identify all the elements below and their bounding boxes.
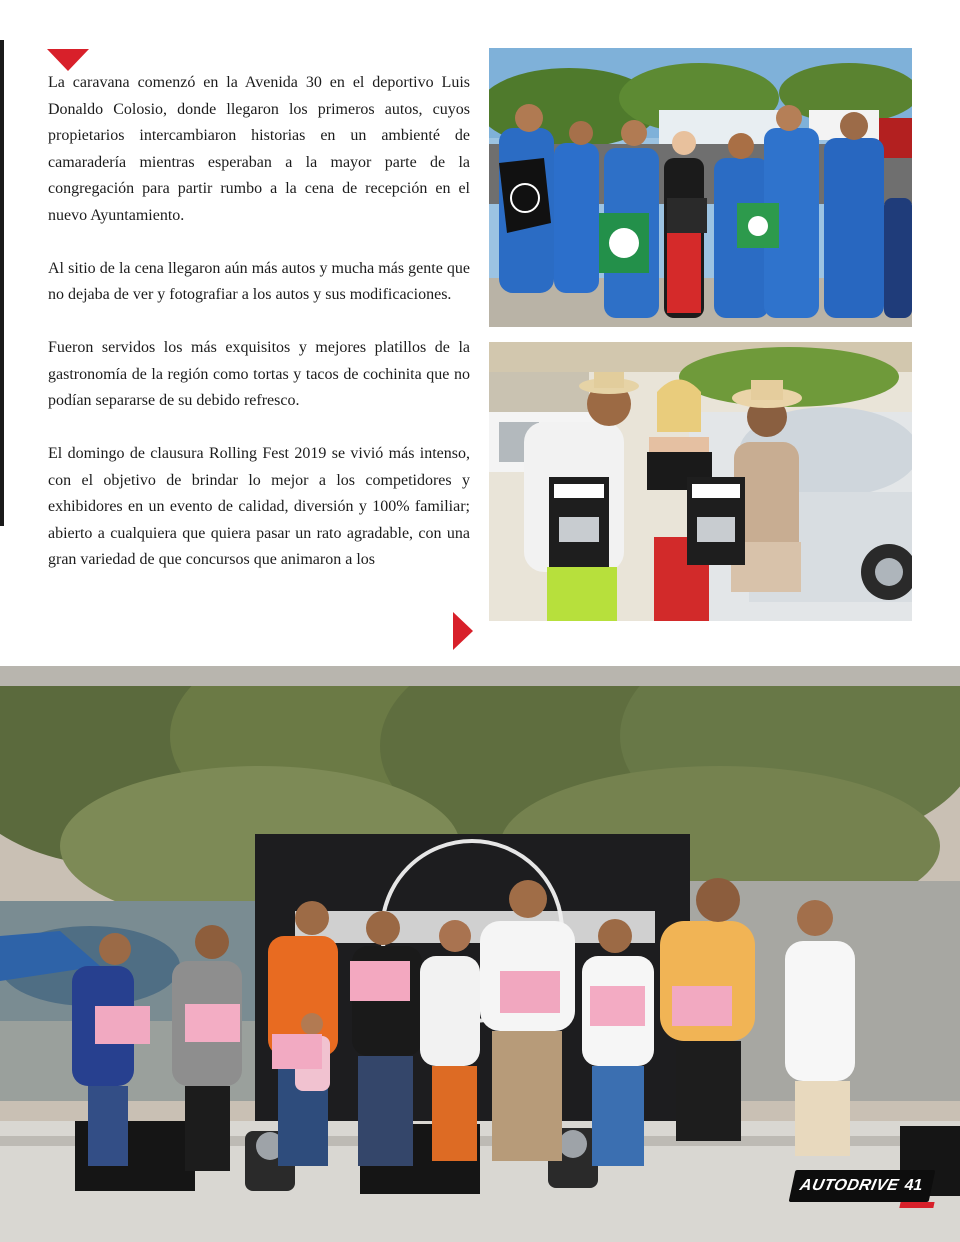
article-paragraph-1: La caravana comenzó en la Avenida 30 en el deportivo Luis Donaldo Colosio, donde llegaron los primeros autos, cuyos propietarios intercambiaron historias en un ambienté de camaradería mientras esperaban a la mayor parte de la congregación para partir rumbo a la cena de recepción en el nuevo Ayuntamiento. [48,74,470,224]
article-body [48,70,470,600]
left-margin-rule [0,40,4,526]
page-folio [788,1170,935,1202]
brand-logo-text: AUTODRIVE [798,1177,901,1194]
photo-model-with-magazines [489,342,912,621]
photo-group-blue-shirts [489,48,912,327]
page-number: 41 [902,1177,924,1194]
folio-accent-bar [899,1202,934,1208]
section-start-triangle-icon [47,49,89,71]
article-paragraph-3: Fueron servidos los más exquisitos y mejores platillos de la gastronomía de la región como tortas y tacos de cochinita que no podían separarse de su debido refresco. [48,339,470,409]
article-paragraph-2: Al sitio de la cena llegaron aún más autos y mucha más gente que no dejaba de ver y fotografiar a los autos y sus modificaciones. [48,259,470,303]
photo-award-ceremony-stage [0,666,960,1242]
continue-arrow-icon [453,612,473,650]
article-paragraph-4: El domingo de clausura Rolling Fest 2019 se vivió más intenso, con el objetivo de brindar lo mejor a los competidores y exhibidores en un evento de calidad, diversión y 100% familiar; abierto a cualquiera que quiera pasar un rato agradable, con una gran variedad de que concursos que animaron a los [48,445,470,568]
